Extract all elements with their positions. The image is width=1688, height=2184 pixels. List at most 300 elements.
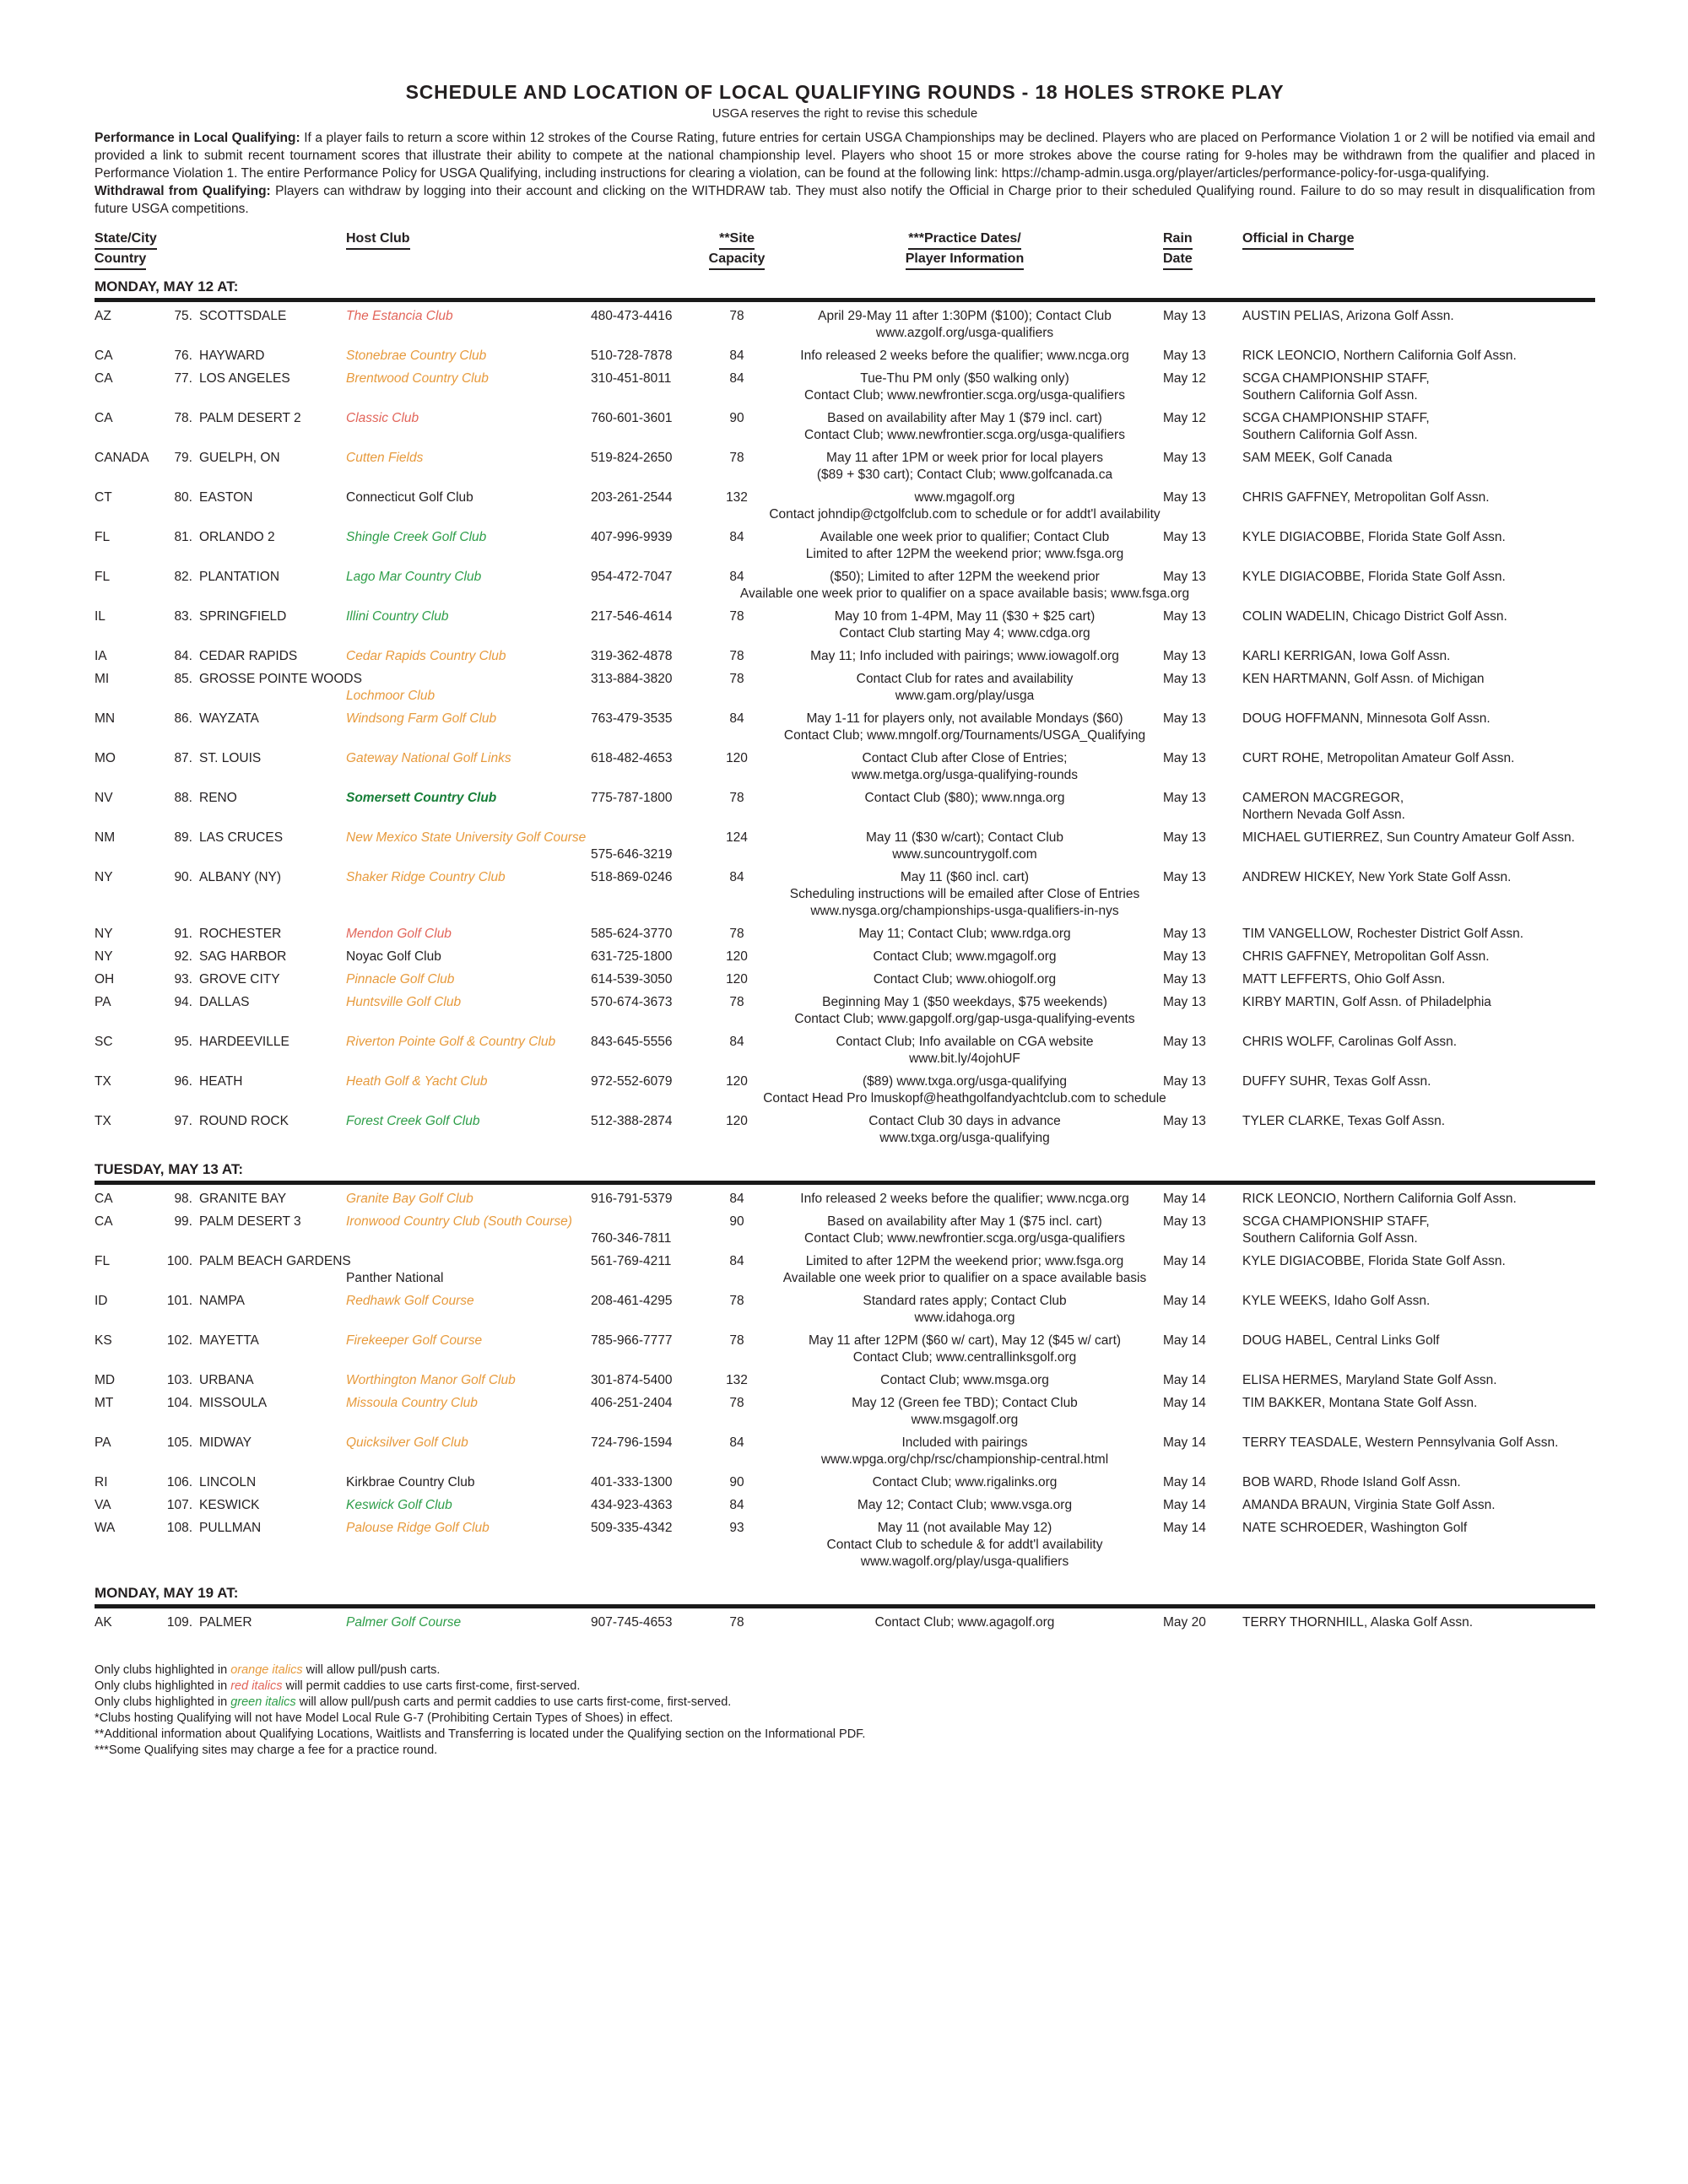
practice-info-line: May 11 after 1PM or week prior for local players bbox=[826, 451, 1103, 465]
official-line: TIM BAKKER, Montana State Golf Assn. bbox=[1242, 1396, 1478, 1410]
practice-info-line: Contact Club; www.newfrontier.scga.org/usga-qualifiers bbox=[804, 428, 1125, 442]
practice-info-line: www.wpga.org/chp/rsc/championship-central.html bbox=[820, 1452, 1109, 1467]
legend-text: ***Some Qualifying sites may charge a fee for a practice round. bbox=[95, 1743, 438, 1757]
city-cell: PALM BEACH GARDENS bbox=[199, 1254, 351, 1268]
practice-info-line: May 11; Contact Club; www.rdga.org bbox=[858, 927, 1071, 941]
site-number: 106. bbox=[166, 1475, 192, 1489]
legend-text: will allow pull/push carts and permit caddies to use carts first-come, first-served. bbox=[295, 1695, 732, 1709]
qualifier-row bbox=[95, 949, 1595, 971]
host-club-name: Cutten Fields bbox=[346, 451, 424, 465]
qualifier-row bbox=[95, 529, 1595, 569]
legend-line bbox=[95, 1679, 1595, 1695]
withdrawal-paragraph bbox=[95, 182, 1595, 218]
host-club-cell bbox=[346, 1253, 591, 1287]
state-cell: NY bbox=[95, 949, 113, 964]
header-practice-info-line1: ***Practice Dates/ bbox=[908, 230, 1020, 250]
official-cell bbox=[1242, 994, 1595, 1028]
site-number: 75. bbox=[174, 309, 192, 323]
host-club-name: Windsong Farm Golf Club bbox=[346, 711, 497, 726]
state-cell: IA bbox=[95, 649, 107, 663]
site-number: 90. bbox=[174, 870, 192, 884]
official-cell bbox=[1242, 489, 1595, 523]
site-capacity: 84 bbox=[729, 711, 744, 726]
practice-info-line: Available one week prior to qualifier; Contact Club bbox=[820, 530, 1110, 544]
phone-cell bbox=[591, 671, 707, 705]
site-number: 107. bbox=[166, 1498, 192, 1512]
performance-label: Performance in Local Qualifying: bbox=[95, 131, 300, 145]
official-line: RICK LEONCIO, Northern California Golf Assn. bbox=[1242, 1192, 1517, 1206]
phone-cell bbox=[591, 1073, 707, 1107]
phone-number: 518-869-0246 bbox=[591, 870, 673, 884]
host-club-cell bbox=[346, 750, 591, 784]
practice-info-cell bbox=[766, 994, 1163, 1028]
official-cell bbox=[1242, 750, 1595, 784]
official-line: CAMERON MACGREGOR, bbox=[1242, 791, 1404, 805]
phone-cell bbox=[591, 1253, 707, 1287]
header-phone-spacer bbox=[591, 230, 707, 270]
practice-info-cell bbox=[766, 1191, 1163, 1208]
performance-text: If a player fails to return a score within 12 strokes of the Course Rating, future entries for certain USGA Championships may be declined. Players who are placed on Performance Violation 1 or 2 will be notified via email and provided a link to submit recent tournament scores that illustrate their ability to compete at the national championship level. Players who shoot 15 or more strokes above the course rating for 9-holes may be withdrawn from the qualifier and placed in Performance Violation 1. The entire Performance Policy for USGA Qualifying, including instructions for clearing a violation, can be found at the following link: https://champ-admin.usga.org/player/articles/performance-policy-for-usga-qualifying. bbox=[95, 131, 1596, 181]
practice-info-line: May 1-11 for players only, not available Mondays ($60) bbox=[806, 711, 1123, 726]
practice-info-line: Contact Club after Close of Entries; bbox=[862, 751, 1068, 765]
site-capacity: 84 bbox=[729, 530, 744, 544]
section-divider bbox=[95, 1604, 1595, 1608]
practice-info-cell bbox=[766, 489, 1163, 523]
practice-info-line: Limited to after 12PM the weekend prior; www.fsga.org bbox=[805, 1254, 1124, 1268]
site-capacity: 78 bbox=[729, 995, 744, 1009]
phone-number: 631-725-1800 bbox=[591, 949, 673, 964]
legend-notes bbox=[95, 1662, 1595, 1759]
header-practice-info-line2: Player Information bbox=[906, 250, 1024, 270]
site-capacity: 78 bbox=[729, 927, 744, 941]
official-line: CHRIS GAFFNEY, Metropolitan Golf Assn. bbox=[1242, 490, 1490, 505]
practice-info-line: Contact Head Pro lmuskopf@heathgolfandyachtclub.com to schedule bbox=[763, 1091, 1166, 1106]
city-cell: LOS ANGELES bbox=[199, 371, 290, 386]
legend-text: *Clubs hosting Qualifying will not have Model Local Rule G-7 (Prohibiting Certain Types of Shoes) in effect. bbox=[95, 1711, 674, 1725]
state-cell: PA bbox=[95, 995, 111, 1009]
site-number: 81. bbox=[174, 530, 192, 544]
phone-cell bbox=[591, 750, 707, 784]
qualifier-row bbox=[95, 711, 1595, 750]
qualifier-row bbox=[95, 370, 1595, 410]
host-club-cell bbox=[346, 1435, 591, 1468]
practice-info-cell bbox=[766, 750, 1163, 784]
site-capacity: 84 bbox=[729, 1254, 744, 1268]
official-cell bbox=[1242, 410, 1595, 444]
phone-number: 760-601-3601 bbox=[591, 411, 673, 425]
state-cell: MI bbox=[95, 672, 110, 686]
official-cell bbox=[1242, 711, 1595, 744]
practice-info-cell bbox=[766, 410, 1163, 444]
header-practice-info bbox=[766, 230, 1163, 270]
host-club-name: Riverton Pointe Golf & Country Club bbox=[346, 1035, 556, 1049]
rain-date: May 13 bbox=[1163, 751, 1206, 765]
legend-line bbox=[95, 1695, 1595, 1711]
practice-info-cell bbox=[766, 308, 1163, 342]
site-number: 88. bbox=[174, 791, 192, 805]
practice-info-cell bbox=[766, 1333, 1163, 1366]
header-state-city bbox=[95, 230, 346, 270]
header-state-city-line2: Country bbox=[95, 250, 146, 270]
phone-number: 618-482-4653 bbox=[591, 751, 673, 765]
rain-date: May 14 bbox=[1163, 1254, 1206, 1268]
host-club-cell bbox=[346, 529, 591, 563]
phone-number: 972-552-6079 bbox=[591, 1074, 673, 1089]
state-cell: FL bbox=[95, 530, 111, 544]
practice-info-cell bbox=[766, 1474, 1163, 1491]
official-cell bbox=[1242, 1113, 1595, 1147]
city-cell: RENO bbox=[199, 791, 237, 805]
site-number: 93. bbox=[174, 972, 192, 987]
qualifier-row bbox=[95, 750, 1595, 790]
official-cell bbox=[1242, 1293, 1595, 1327]
official-line: TERRY TEASDALE, Western Pennsylvania Golf Assn. bbox=[1242, 1435, 1559, 1450]
rain-date: May 13 bbox=[1163, 349, 1206, 363]
rain-date: May 13 bbox=[1163, 649, 1206, 663]
rain-date: May 13 bbox=[1163, 1114, 1206, 1128]
section-heading: TUESDAY, MAY 13 AT: bbox=[95, 1161, 244, 1177]
phone-number: 310-451-8011 bbox=[591, 371, 672, 386]
practice-info-line: ($89) www.txga.org/usga-qualifying bbox=[862, 1074, 1068, 1089]
official-line: CHRIS WOLFF, Carolinas Golf Assn. bbox=[1242, 1035, 1458, 1049]
phone-number: 785-966-7777 bbox=[591, 1333, 673, 1348]
host-club-name: Gateway National Golf Links bbox=[346, 751, 511, 765]
city-cell: SCOTTSDALE bbox=[199, 309, 287, 323]
official-line: TYLER CLARKE, Texas Golf Assn. bbox=[1242, 1114, 1446, 1128]
official-line: DOUG HOFFMANN, Minnesota Golf Assn. bbox=[1242, 711, 1491, 726]
host-club-cell bbox=[346, 830, 591, 863]
rain-date: May 13 bbox=[1163, 972, 1206, 987]
practice-info-line: Based on availability after May 1 ($79 incl. cart) bbox=[827, 411, 1102, 425]
host-club-name: New Mexico State University Golf Course bbox=[346, 830, 587, 845]
practice-info-line: www.mgagolf.org bbox=[914, 490, 1015, 505]
site-capacity: 132 bbox=[726, 1373, 748, 1387]
section-divider bbox=[95, 1181, 1595, 1185]
site-capacity: 90 bbox=[729, 1214, 744, 1229]
rain-date: May 14 bbox=[1163, 1396, 1206, 1410]
state-cell: TX bbox=[95, 1074, 111, 1089]
practice-info-cell bbox=[766, 450, 1163, 484]
host-club-cell bbox=[346, 489, 591, 523]
state-cell: CA bbox=[95, 1192, 113, 1206]
site-number: 83. bbox=[174, 609, 192, 624]
practice-info-line: Available one week prior to qualifier on a space available basis bbox=[782, 1271, 1147, 1285]
host-club-cell bbox=[346, 1034, 591, 1068]
site-number: 87. bbox=[174, 751, 192, 765]
rain-date: May 13 bbox=[1163, 791, 1206, 805]
state-cell: NM bbox=[95, 830, 116, 845]
official-line: SAM MEEK, Golf Canada bbox=[1242, 451, 1393, 465]
phone-number: 760-346-7811 bbox=[591, 1231, 672, 1246]
site-number: 96. bbox=[174, 1074, 192, 1089]
legend-color-term: red italics bbox=[230, 1679, 283, 1693]
official-line: KYLE DIGIACOBBE, Florida State Golf Assn. bbox=[1242, 1254, 1506, 1268]
host-club-name: Quicksilver Golf Club bbox=[346, 1435, 468, 1450]
host-club-cell bbox=[346, 370, 591, 404]
qualifier-row bbox=[95, 308, 1595, 348]
host-club-cell bbox=[346, 308, 591, 342]
practice-info-cell bbox=[766, 648, 1163, 665]
official-cell bbox=[1242, 1034, 1595, 1068]
official-line: AMANDA BRAUN, Virginia State Golf Assn. bbox=[1242, 1498, 1496, 1512]
phone-cell bbox=[591, 450, 707, 484]
site-capacity: 78 bbox=[729, 1294, 744, 1308]
phone-cell bbox=[591, 1395, 707, 1429]
host-club-name: Connecticut Golf Club bbox=[346, 490, 473, 505]
practice-info-cell bbox=[766, 370, 1163, 404]
site-number: 108. bbox=[166, 1521, 192, 1535]
phone-number: 407-996-9939 bbox=[591, 530, 673, 544]
qualifier-row bbox=[95, 569, 1595, 608]
official-line: KIRBY MARTIN, Golf Assn. of Philadelphia bbox=[1242, 995, 1491, 1009]
host-club-cell bbox=[346, 1520, 591, 1570]
city-cell: ROCHESTER bbox=[199, 927, 282, 941]
official-line: Northern Nevada Golf Assn. bbox=[1242, 808, 1405, 822]
host-club-name: Somersett Country Club bbox=[346, 791, 497, 805]
qualifier-row bbox=[95, 1435, 1595, 1474]
qualifier-row bbox=[95, 410, 1595, 450]
city-cell: LAS CRUCES bbox=[199, 830, 284, 845]
host-club-cell bbox=[346, 1191, 591, 1208]
host-club-cell bbox=[346, 450, 591, 484]
city-cell: CEDAR RAPIDS bbox=[199, 649, 298, 663]
official-line: MATT LEFFERTS, Ohio Golf Assn. bbox=[1242, 972, 1446, 987]
rain-date: May 12 bbox=[1163, 411, 1206, 425]
phone-cell bbox=[591, 1520, 707, 1570]
phone-cell bbox=[591, 869, 707, 920]
state-cell: KS bbox=[95, 1333, 112, 1348]
official-line: Southern California Golf Assn. bbox=[1242, 388, 1418, 403]
header-rain-date-line1: Rain bbox=[1163, 230, 1193, 250]
host-club-name: Noyac Golf Club bbox=[346, 949, 441, 964]
state-cell: NY bbox=[95, 870, 113, 884]
host-club-cell bbox=[346, 869, 591, 920]
city-cell: PULLMAN bbox=[199, 1521, 262, 1535]
practice-info-line: Contact Club starting May 4; www.cdga.org bbox=[839, 626, 1090, 641]
state-cell: OH bbox=[95, 972, 115, 987]
site-capacity: 120 bbox=[726, 1114, 748, 1128]
practice-info-cell bbox=[766, 1214, 1163, 1247]
site-number: 86. bbox=[174, 711, 192, 726]
host-club-cell bbox=[346, 1372, 591, 1389]
site-number: 92. bbox=[174, 949, 192, 964]
phone-cell bbox=[591, 608, 707, 642]
host-club-name bbox=[346, 1253, 591, 1270]
host-club-cell bbox=[346, 648, 591, 665]
phone-cell bbox=[591, 971, 707, 988]
rain-date: May 13 bbox=[1163, 1074, 1206, 1089]
site-number: 99. bbox=[174, 1214, 192, 1229]
rain-date: May 13 bbox=[1163, 711, 1206, 726]
qualifier-row bbox=[95, 1497, 1595, 1520]
qualifier-row bbox=[95, 790, 1595, 830]
city-cell: MAYETTA bbox=[199, 1333, 259, 1348]
official-cell bbox=[1242, 1614, 1595, 1631]
site-capacity: 78 bbox=[729, 672, 744, 686]
official-cell bbox=[1242, 1191, 1595, 1208]
host-club-name: Ironwood Country Club (South Course) bbox=[346, 1214, 572, 1229]
host-club-cell bbox=[346, 569, 591, 603]
practice-info-line: Tue-Thu PM only ($50 walking only) bbox=[860, 371, 1069, 386]
city-cell: DALLAS bbox=[199, 995, 250, 1009]
host-club-cell bbox=[346, 994, 591, 1028]
site-capacity: 78 bbox=[729, 1615, 744, 1630]
phone-cell bbox=[591, 1614, 707, 1631]
official-line: TIM VANGELLOW, Rochester District Golf Assn. bbox=[1242, 927, 1524, 941]
rain-date: May 14 bbox=[1163, 1435, 1206, 1450]
practice-info-cell bbox=[766, 949, 1163, 965]
official-line: DUFFY SUHR, Texas Golf Assn. bbox=[1242, 1074, 1431, 1089]
phone-cell bbox=[591, 410, 707, 444]
official-cell bbox=[1242, 608, 1595, 642]
phone-number: 319-362-4878 bbox=[591, 649, 673, 663]
practice-info-line: Contact Club; www.newfrontier.scga.org/usga-qualifiers bbox=[804, 1231, 1125, 1246]
phone-cell bbox=[591, 1293, 707, 1327]
header-official-label: Official in Charge bbox=[1242, 230, 1354, 250]
host-club-name: Redhawk Golf Course bbox=[346, 1294, 474, 1308]
practice-info-cell bbox=[766, 926, 1163, 943]
legend-color-term: orange italics bbox=[230, 1663, 303, 1677]
practice-info-line: www.metga.org/usga-qualifying-rounds bbox=[852, 768, 1078, 782]
site-capacity: 78 bbox=[729, 649, 744, 663]
practice-info-line: Contact Club; www.mngolf.org/Tournaments/USGA_Qualifying bbox=[783, 728, 1146, 743]
qualifier-row bbox=[95, 1113, 1595, 1153]
phone-number: 509-335-4342 bbox=[591, 1521, 673, 1535]
site-capacity: 78 bbox=[729, 1396, 744, 1410]
rain-date: May 13 bbox=[1163, 530, 1206, 544]
site-number: 82. bbox=[174, 570, 192, 584]
practice-info-line: Included with pairings bbox=[901, 1435, 1028, 1450]
rain-date: May 13 bbox=[1163, 490, 1206, 505]
city-cell: SAG HARBOR bbox=[199, 949, 287, 964]
official-line: SCGA CHAMPIONSHIP STAFF, bbox=[1242, 411, 1430, 425]
page-subtitle: USGA reserves the right to revise this schedule bbox=[711, 106, 978, 121]
official-cell bbox=[1242, 308, 1595, 342]
phone-number: 301-874-5400 bbox=[591, 1373, 673, 1387]
host-club-name: Palouse Ridge Golf Club bbox=[346, 1521, 490, 1535]
phone-cell bbox=[591, 1474, 707, 1491]
city-cell: MISSOULA bbox=[199, 1396, 268, 1410]
official-cell bbox=[1242, 1497, 1595, 1514]
practice-info-line: www.nysga.org/championships-usga-qualifiers-in-nys bbox=[810, 904, 1119, 918]
site-number: 105. bbox=[166, 1435, 192, 1450]
practice-info-cell bbox=[766, 711, 1163, 744]
city-cell: URBANA bbox=[199, 1373, 254, 1387]
legend-text: will allow pull/push carts. bbox=[302, 1663, 441, 1677]
official-cell bbox=[1242, 1333, 1595, 1366]
state-cell: WA bbox=[95, 1521, 116, 1535]
site-number: 78. bbox=[174, 411, 192, 425]
city-cell: LINCOLN bbox=[199, 1475, 257, 1489]
legend-text: **Additional information about Qualifying Locations, Waitlists and Transferring is located under the Qualifying section on the Informational PDF. bbox=[95, 1727, 866, 1741]
official-line: KYLE DIGIACOBBE, Florida State Golf Assn. bbox=[1242, 530, 1506, 544]
site-number: 89. bbox=[174, 830, 192, 845]
site-capacity: 78 bbox=[729, 609, 744, 624]
official-cell bbox=[1242, 830, 1595, 863]
rain-date: May 14 bbox=[1163, 1373, 1206, 1387]
site-capacity: 93 bbox=[729, 1521, 744, 1535]
host-club-cell bbox=[346, 1073, 591, 1107]
qualifier-row bbox=[95, 1474, 1595, 1497]
site-capacity: 84 bbox=[729, 1435, 744, 1450]
practice-info-cell bbox=[766, 608, 1163, 642]
phone-number: 763-479-3535 bbox=[591, 711, 673, 726]
host-club-name: Heath Golf & Yacht Club bbox=[346, 1074, 488, 1089]
site-number: 102. bbox=[166, 1333, 192, 1348]
host-club-name: Palmer Golf Course bbox=[346, 1615, 462, 1630]
official-line: KEN HARTMANN, Golf Assn. of Michigan bbox=[1242, 672, 1485, 686]
official-line: MICHAEL GUTIERREZ, Sun Country Amateur Golf Assn. bbox=[1242, 830, 1575, 845]
performance-paragraph bbox=[95, 129, 1595, 182]
official-cell bbox=[1242, 529, 1595, 563]
phone-cell bbox=[591, 569, 707, 603]
phone-number: 512-388-2874 bbox=[591, 1114, 673, 1128]
city-cell: PALM DESERT 3 bbox=[199, 1214, 301, 1229]
practice-info-line: www.txga.org/usga-qualifying bbox=[879, 1131, 1050, 1145]
host-club-name: Classic Club bbox=[346, 411, 419, 425]
phone-number: 843-645-5556 bbox=[591, 1035, 673, 1049]
site-capacity: 78 bbox=[729, 1333, 744, 1348]
official-line: KYLE DIGIACOBBE, Florida State Golf Assn. bbox=[1242, 570, 1506, 584]
host-club-cell bbox=[346, 348, 591, 365]
city-cell: HEATH bbox=[199, 1074, 243, 1089]
phone-number: 775-787-1800 bbox=[591, 791, 673, 805]
state-cell: CA bbox=[95, 371, 113, 386]
city-cell: HARDEEVILLE bbox=[199, 1035, 289, 1049]
official-line: COLIN WADELIN, Chicago District Golf Assn. bbox=[1242, 609, 1507, 624]
header-rain-date-line2: Date bbox=[1163, 250, 1193, 270]
phone-number: 724-796-1594 bbox=[591, 1435, 673, 1450]
phone-cell bbox=[591, 370, 707, 404]
phone-cell bbox=[591, 348, 707, 365]
practice-info-cell bbox=[766, 971, 1163, 988]
site-capacity: 78 bbox=[729, 791, 744, 805]
phone-cell bbox=[591, 308, 707, 342]
official-line: TERRY THORNHILL, Alaska Golf Assn. bbox=[1242, 1615, 1474, 1630]
section-divider bbox=[95, 298, 1595, 302]
city-cell: WAYZATA bbox=[199, 711, 259, 726]
phone-cell bbox=[591, 1214, 707, 1247]
legend-line bbox=[95, 1743, 1595, 1759]
phone-cell bbox=[591, 1435, 707, 1468]
practice-info-cell bbox=[766, 1520, 1163, 1570]
qualifier-row bbox=[95, 671, 1595, 711]
host-club-name: Mendon Golf Club bbox=[346, 927, 452, 941]
rain-date: May 13 bbox=[1163, 830, 1206, 845]
qualifier-row bbox=[95, 869, 1595, 926]
rain-date: May 13 bbox=[1163, 309, 1206, 323]
site-capacity: 120 bbox=[726, 949, 748, 964]
official-line: AUSTIN PELIAS, Arizona Golf Assn. bbox=[1242, 309, 1454, 323]
official-cell bbox=[1242, 648, 1595, 665]
phone-spacer-line bbox=[591, 1214, 707, 1230]
phone-number: 434-923-4363 bbox=[591, 1498, 673, 1512]
site-capacity: 132 bbox=[726, 490, 748, 505]
host-club-name: Shingle Creek Golf Club bbox=[346, 530, 487, 544]
site-number: 97. bbox=[174, 1114, 192, 1128]
site-number: 77. bbox=[174, 371, 192, 386]
phone-number: 614-539-3050 bbox=[591, 972, 673, 987]
practice-info-line: Info released 2 weeks before the qualifier; www.ncga.org bbox=[800, 349, 1129, 363]
phone-number: 585-624-3770 bbox=[591, 927, 673, 941]
phone-cell bbox=[591, 711, 707, 744]
official-cell bbox=[1242, 671, 1595, 705]
qualifier-row bbox=[95, 489, 1595, 529]
rain-date: May 13 bbox=[1163, 995, 1206, 1009]
practice-info-cell bbox=[766, 790, 1163, 824]
host-club-cell bbox=[346, 1333, 591, 1366]
practice-info-cell bbox=[766, 529, 1163, 563]
